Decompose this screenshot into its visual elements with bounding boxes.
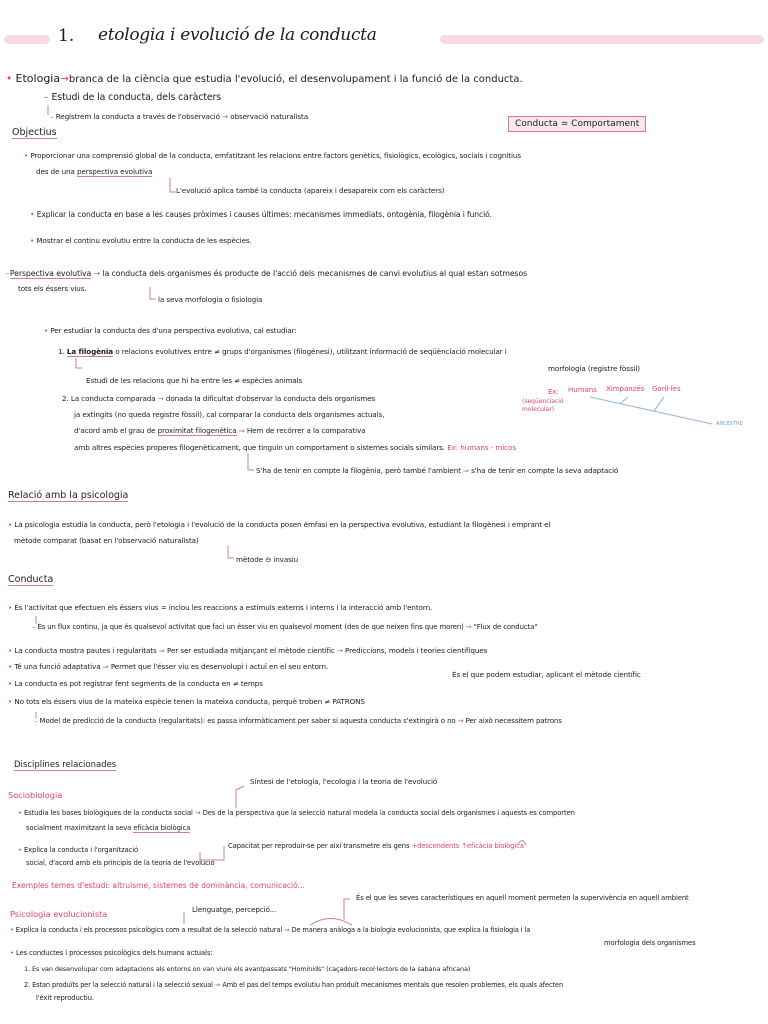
conducta-c1-text: És l'activitat que efectuen els éssers vius = inclou les reaccions a estímuls externs i interns i la interacció amb l'entorn.	[14, 603, 433, 612]
psicologia-l1-text: La psicologia estudia la conducta, però l'etologia i l'evolució de la conducta posen èmfasi en la perspectiva evolutiva, estudiant la filogènesi i emprant el	[14, 520, 551, 529]
psico-p2-text: Les conductes i processos psicològics dels humans actuals:	[15, 949, 213, 957]
psico-p1a: Explica la conducta i els processos psicològics com a resultat de la selecció natural	[15, 926, 283, 934]
socio-s2c-text: Capacitat per reproduir-se per així transmetre els gens	[228, 842, 410, 850]
etologia-def: branca de la ciència que estudia l'evolució, el desenvolupament i la funció de la conducta.	[68, 74, 523, 85]
perspectiva-note: la seva morfologia o fisiologia	[158, 295, 263, 304]
conducta-c5b: – Model de predicció de la conducta (regularitats): es passa informàticament per saber si aquesta conducta s'extingirà o no → Per això necessitem patrons	[34, 717, 562, 725]
intro-sub1-text: Estudi de la conducta, dels caràcters	[51, 92, 222, 103]
conducta-c1b-text: És un flux continu, ja que és qualsevol activitat que faci un ésser viu en qualsevol moment (des de que neixen fins que moren)	[37, 623, 464, 631]
conducta-comparada-c-post: Hem de recórrer a la comparativa	[246, 426, 366, 435]
conducta-c2: • La conducta mostra pautes i regularitats ⇒ Per ser estudiada mitjançant el mètode científic → Prediccions, models i teories científiques	[8, 646, 488, 655]
socio-s2: • Explica la conducta i l'organització	[18, 846, 139, 854]
conducta-c2-text: La conducta mostra pautes i regularitats	[14, 646, 157, 655]
perspectiva-def: la conducta dels organismes és producte de l'acció dels mecanismes de canvi evolutius al qual estan sotmesos	[102, 269, 528, 278]
socio-s1c	[26, 823, 190, 833]
objectiu-1-note-text: L'evolució aplica també la conducta (apareix i desapareix com els caràcters)	[176, 186, 445, 195]
intro-sub2: – Registrem la conducta a través de l'observació → observació naturalista	[50, 112, 309, 121]
filogenia-sub: Estudi de les relacions que hi ha entre les ≠ espècies animals	[86, 376, 303, 385]
conducta-comparada-c: d'acord amb el grau de proximitat filogenètica ⇒ Hem de recórrer a la comparativa	[74, 426, 366, 435]
conducta-comparada-note-b: s'ha de tenir en compte la seva adaptació	[471, 466, 619, 475]
connector-filogenia	[76, 358, 82, 368]
connector-psico-note2	[344, 899, 350, 920]
conducta-c2c-text: Prediccions, models i teories científiques	[345, 646, 488, 655]
eficacia-biologica: eficàcia biològica	[133, 824, 191, 832]
title-number: 1.	[58, 26, 75, 46]
conducta-comparada-item: 2. La conducta comparada → donada la dificultat d'observar la conducta dels organismes	[62, 394, 376, 403]
objectiu-1b-underline: perspectiva evolutiva	[77, 167, 153, 176]
conducta-c3-text: Té una funció adaptativa	[14, 662, 101, 671]
conducta-c4-note: És el que podem estudiar, aplicant el mètode científic	[452, 670, 641, 679]
conducta-comparada-term: La conducta comparada	[70, 394, 156, 403]
conducta-c5-text: No tots els éssers vius de la mateixa espècie tenen la mateixa conducta, perquè troben ≠ PATRONS	[14, 697, 365, 706]
psico-p2-1: 1. Es van desenvolupar com adaptacions als entorns on van viure els avantpassats "Homínids" (caçadors-recol·lectors de la sabana africana)	[24, 965, 471, 973]
connector-psicologia	[228, 546, 234, 558]
objectiu-3-text: Mostrar el continu evolutiu entre la conducta de les espècies.	[36, 236, 252, 245]
conducta-comparada-c-pre: d'acord amb el grau de	[74, 426, 156, 435]
psicologia-l1: • La psicologia estudia la conducta, però l'etologia i l'evolució de la conducta posen èmfasi en la perspectiva evolutiva, estudiant la filogènesi i emprant el	[8, 520, 551, 529]
psicologia-l2: mètode comparat (basat en l'observació naturalista)	[14, 536, 199, 545]
sociobiologia-note: Síntesi de l'etologia, l'ecologia i la teoria de l'evolució	[250, 777, 438, 786]
psico-note1: Llenguatge, percepció...	[192, 905, 277, 914]
conducta-comparada-b: ja extingits (no queda registre fòssil), cal comparar la conducta dels organismes actuals,	[74, 410, 385, 419]
conducta-comparada-a: donada la dificultat d'observar la conducta dels organismes	[165, 394, 376, 403]
psico-p2-1-text: Es van desenvolupar com adaptacions als entorns on van viure els avantpassats "Homínids" (caçadors-recol·lectors de la sabana africana)	[31, 965, 471, 973]
flux-conducta-note: "Flux de conducta"	[473, 623, 538, 631]
objectiu-1-text: Proporcionar una comprensió global de la conducta, emfatitzant les relacions entre factors genètics, fisiològics, ecològics, socials i cognitius	[30, 151, 521, 160]
psicologia-l3: mètode ⊖ invasiu	[236, 555, 299, 564]
connector-socio	[236, 786, 244, 808]
tree-chimp-label: Ximpanzés	[606, 385, 645, 393]
title-bar-right	[440, 35, 764, 44]
psico-p2-2a: Estan produïts per la selecció natural i la selecció sexual	[32, 981, 213, 989]
tree-gorilla-label: Goril·les	[652, 385, 681, 393]
socio-s1a: Estudia les bases biològiques de la conducta social	[23, 809, 193, 817]
tree-humans-label: Humans	[568, 386, 597, 394]
intro-sub2a-text: Registrem la conducta a través de l'observació	[55, 112, 220, 121]
objectiu-2: • Explicar la conducta en base a les causes pròximes i causes últimes: mecanismes immediats, ontogènia, filogènia i funció.	[30, 210, 492, 219]
conducta-comportament-box: Conducta = Comportament	[508, 116, 646, 132]
conducta-comparada-d-text: amb altres espècies properes filogenèticament, que tinguin un comportament o sistemes socials similars.	[74, 443, 446, 452]
perspectiva-definition: –Perspectiva evolutiva → la conducta dels organismes és producte de l'acció dels mecanismes de canvi evolutius al qual estan sotmesos	[6, 269, 528, 278]
tree-root-label: ANCESTRE	[716, 421, 743, 427]
objectiu-2-text: Explicar la conducta en base a les causes pròximes i causes últimes: mecanismes immediats, ontogènia, filogènia i funció.	[36, 210, 492, 219]
psico-p2-2b: Amb el pas del temps evolutiu han produït mecanismes mentals que resolen problemes, els quals afecten	[222, 981, 564, 989]
tree-branch-gorilla	[654, 397, 664, 411]
socio-s2a: Explica la conducta i l'organització	[23, 846, 139, 854]
conducta-comparada-c-ul: proximitat filogenètica	[157, 426, 237, 435]
perspectiva-p1-text: Per estudiar la conducta des d'una perspectiva evolutiva, cal estudiar:	[50, 326, 297, 335]
sociobiologia-heading: Sociobiologia	[8, 790, 63, 800]
psico-note2: És el que les seves característiques en aquell moment permeten la supervivència en aquell ambient	[356, 894, 689, 902]
page-title: etologia i evolució de la conducta	[98, 25, 377, 45]
psico-heading: Psicologia evolucionista	[10, 909, 108, 919]
conducta-c2b-text: Per ser estudiada mitjançant el mètode científic	[166, 646, 335, 655]
perspectiva-p1: • Per estudiar la conducta des d'una perspectiva evolutiva, cal estudiar:	[44, 326, 297, 335]
connector-perspectiva	[150, 287, 156, 299]
etologia-term: Etologia	[15, 72, 61, 85]
filogenia-rest: o relacions evolutives entre ≠ grups d'organismes (filogènesi), utilitzant informació de seqüènciació molecular i	[115, 347, 507, 356]
title-bar-left	[4, 35, 50, 44]
connector-comparada	[248, 453, 254, 470]
conducta-c3b-text: Permet que l'ésser viu es desenvolupi i actuï en el seu entorn.	[110, 662, 329, 671]
conducta-c1: • És l'activitat que efectuen els éssers vius = inclou les reaccions a estímuls externs i interns i la interacció amb l'entorn.	[8, 603, 433, 612]
examples-line: Exemples temes d'estudi: altruisme, sistemes de dominància, comunicació...	[12, 881, 305, 890]
objectiu-3: • Mostrar el continu evolutiu entre la conducta de les espècies.	[30, 236, 252, 245]
conducta-c1b: – És un flux continu, ja que és qualsevol activitat que faci un ésser viu en qualsevol moment (des de que neixen fins que moren) → "Flux de conducta"	[32, 623, 538, 631]
conducta-c5b-text: Model de predicció de la conducta (regularitats): es passa informàticament per saber si aquesta conducta s'extingirà o no	[39, 717, 456, 725]
conducta-comparada-note-a: S'ha de tenir en compte la filogènia, però també l'ambient	[256, 466, 461, 475]
perspectiva-def2: tots els éssers vius.	[18, 284, 87, 293]
intro-sub2b-text: observació naturalista	[230, 112, 309, 121]
psico-p1: • Explica la conducta i els processos psicològics com a resultat de la selecció natural ⇒ De manera anàloga a la biologia evolucionista, que explica la fisiologia i la	[10, 926, 531, 934]
filogenia-item: 1. La filogènia o relacions evolutives entre ≠ grups d'organismes (filogènesi), utilitzant informació de seqüènciació molecular i	[58, 347, 507, 356]
psico-p2-2c: l'èxit reproductiu.	[36, 994, 94, 1002]
socio-s2d: +descendents	[411, 842, 460, 850]
objectius-heading: Objectius	[12, 127, 57, 138]
intro-sub1: – Estudi de la conducta, dels caràcters	[44, 92, 222, 103]
phylogenetic-tree	[590, 397, 712, 424]
psicologia-heading: Relació amb la psicologia	[8, 490, 129, 501]
socio-s2c	[228, 841, 524, 851]
conducta-heading: Conducta	[8, 574, 54, 585]
objectiu-1-note	[176, 186, 444, 196]
psico-p2-2: 2. Estan produïts per la selecció natural i la selecció sexual ⇒ Amb el pas del temps evolutiu han produït mecanismes mentals que resolen problemes, els quals afecten	[24, 981, 564, 989]
objectiu-1: • Proporcionar una comprensió global de la conducta, emfatitzant les relacions entre factors genètics, fisiològics, ecològics, socials i cognitius	[24, 151, 521, 160]
socio-s1: • Estudia les bases biològiques de la conducta social → Des de la perspectiva que la selecció natural modela la conducta social dels organismes i aquests es comporten	[18, 809, 575, 817]
objectiu-1-line2	[36, 167, 152, 177]
humans-micos-example: Ex: humans - micos	[447, 443, 516, 452]
tree-branch-chimp	[620, 397, 628, 404]
conducta-c5c-text: Per això necessitem patrons	[465, 717, 562, 725]
socio-s1b: Des de la perspectiva que la selecció natural modela la conducta social dels organismes i aquests es comporten	[202, 809, 575, 817]
socio-s2b: social, d'acord amb els principis de la teoria de l'evolució	[26, 859, 215, 867]
filogenia-note: morfologia (registre fòssil)	[548, 364, 640, 373]
socio-s1c-pre: socialment maximitzant la seva	[26, 824, 132, 832]
tree-seq-label: (seqüenciació molecular)	[522, 398, 564, 413]
tree-ex-label: Ex:	[548, 388, 559, 396]
conducta-c3: • Té una funció adaptativa ⇒ Permet que l'ésser viu es desenvolupi i actuï en el seu entorn.	[8, 662, 329, 671]
conducta-comparada-note: S'ha de tenir en compte la filogènia, però també l'ambient ⇒ s'ha de tenir en compte la seva adaptació	[256, 466, 619, 475]
etologia-definition: • Etologia→branca de la ciència que estudia l'evolució, el desenvolupament i la funció de la conducta.	[6, 72, 523, 85]
disciplines-heading: Disciplines relacionades	[14, 760, 117, 770]
conducta-c5: • No tots els éssers vius de la mateixa espècie tenen la mateixa conducta, perquè troben ≠ PATRONS	[8, 697, 365, 706]
conducta-c4: • La conducta es pot registrar fent segments de la conducta en ≠ temps	[8, 679, 263, 688]
psico-p2: • Les conductes i processos psicològics dels humans actuals:	[10, 949, 213, 957]
psico-p1b: De manera anàloga a la biologia evolucionista, que explica la fisiologia i la	[291, 926, 531, 934]
tree-trunk	[590, 397, 712, 424]
conducta-comparada-d	[74, 443, 516, 453]
perspectiva-term: Perspectiva evolutiva	[9, 269, 92, 278]
objectiu-1b-pre: des de una	[36, 167, 75, 176]
psico-p1c: morfologia dels organismes	[604, 939, 696, 947]
conducta-c4-text: La conducta es pot registrar fent segments de la conducta en ≠ temps	[14, 679, 263, 688]
filogenia-term: La filogènia	[66, 347, 114, 356]
socio-s2e: ↑eficàcia biològica	[461, 842, 524, 850]
